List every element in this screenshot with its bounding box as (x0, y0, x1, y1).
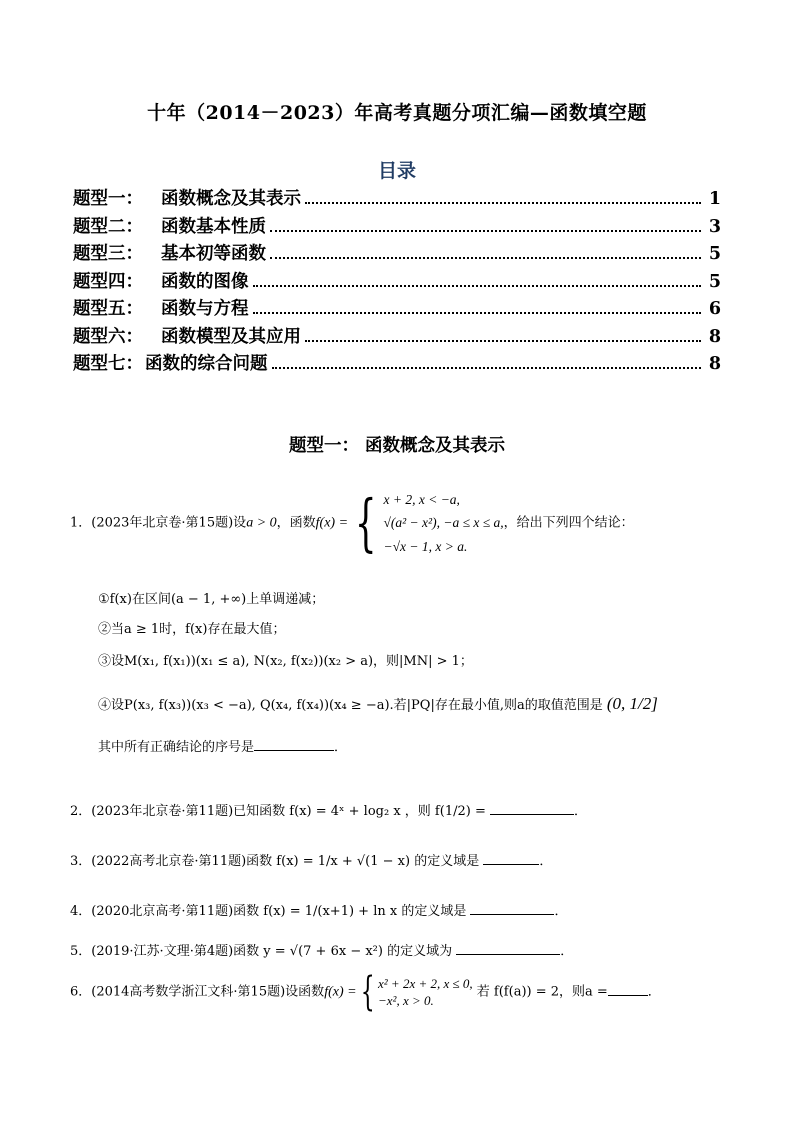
piecewise-case: x + 2, x < −a, (383, 491, 460, 507)
toc-item-page: 6 (708, 299, 721, 319)
question-3-text: 3．(2022高考北京卷·第11题)函数 f(x) = 1/x + √(1 − x) 的定义域是 (70, 854, 480, 869)
piecewise-cases (378, 977, 473, 1007)
question-6: 6．(2014高考数学浙江文科·第15题)设函数f(x) ={ x² + 2x + 2, x ≤ 0, −x², x > 0. 若 f(f(a)) = 2，则a = ． (70, 969, 661, 1015)
toc-item[interactable] (73, 213, 721, 241)
toc-item-page: 5 (708, 244, 721, 264)
toc-item-topic: 函数的综合问题 (145, 354, 268, 374)
answer-blank[interactable] (470, 902, 554, 915)
toc-item-page: 5 (708, 271, 721, 292)
question-6-suffix: 若 f(f(a)) = 2，则a = (472, 984, 608, 1000)
answer-blank[interactable] (456, 942, 560, 955)
question-1 (70, 486, 634, 559)
toc-item-page: 8 (708, 326, 721, 347)
statement-4-text: ④设P(x₃, f(x₃))(x₃ < −a), Q(x₄, f(x₄))(x₄ ≥ −a).若|PQ|存在最小值,则a的取值范围是 (98, 698, 603, 713)
answer-blank[interactable] (254, 738, 334, 751)
question-1-mid: ，函数 (276, 515, 316, 531)
piecewise-case: x² + 2x + 2, x ≤ 0, (378, 976, 473, 991)
question-6-prefix: 6．(2014高考数学浙江文科·第15题)设函数 (70, 984, 325, 1000)
statement-4-range: (0, 1/2] (606, 694, 658, 713)
question-1-suffix: ，给出下列四个结论： (503, 515, 634, 531)
toc-item-page: 3 (708, 216, 721, 237)
piecewise-case: √(a² − x²), −a ≤ x ≤ a, (383, 515, 504, 531)
question-2-text: 2．(2023年北京卷·第11题)已知函数 f(x) = 4ˣ + log₂ x ，则 f(1/2) = (70, 804, 486, 819)
toc-item-type: 题型三： (73, 244, 143, 264)
toc-leader-dots (270, 257, 701, 259)
question-6-function: f(x) = (324, 984, 357, 1000)
toc-item-page: 1 (708, 189, 721, 209)
toc-item-topic: 基本初等函数 (161, 244, 266, 264)
toc-leader-dots (253, 285, 702, 287)
question-1-prefix: 1．(2023年北京卷·第15题)设 (70, 515, 247, 531)
toc-leader-dots (272, 367, 702, 369)
toc-leader-dots (270, 230, 701, 232)
toc-item[interactable] (73, 323, 721, 351)
document-title: 十年（2014－2023）年高考真题分项汇编—函数填空题 (147, 102, 647, 124)
toc-item-topic: 函数基本性质 (161, 216, 266, 237)
question-5-text: 5．(2019·江苏·文理·第4题)函数 y = √(7 + 6x − x²) 的定义域为 (70, 944, 453, 959)
answer-prompt: 其中所有正确结论的序号是 ． (98, 740, 348, 755)
section-heading: 题型一： 函数概念及其表示 (288, 436, 506, 456)
piecewise-case: −√x − 1, x > a. (383, 538, 468, 554)
question-2: 2．(2023年北京卷·第11题)已知函数 f(x) = 4ˣ + log₂ x ，则 f(1/2) = ． (70, 804, 587, 819)
question-4-text: 4．(2020北京高考·第11题)函数 f(x) = 1/(x+1) + ln x 的定义域是 (70, 904, 467, 919)
toc-leader-dots (305, 202, 701, 204)
toc-item[interactable] (73, 350, 721, 378)
answer-blank[interactable] (483, 852, 539, 865)
toc-item-topic: 函数模型及其应用 (161, 326, 301, 347)
toc-leader-dots (305, 340, 701, 342)
toc-item-type: 题型五： (73, 299, 143, 319)
statement-4 (98, 694, 658, 714)
toc-item-topic: 函数概念及其表示 (161, 189, 301, 209)
question-5: 5．(2019·江苏·文理·第4题)函数 y = √(7 + 6x − x²) 的定义域为 ． (70, 944, 574, 959)
toc-item-type: 题型二： (73, 216, 143, 237)
piecewise-cases (383, 493, 503, 554)
statement-3: ③设M(x₁, f(x₁))(x₁ ≤ a), N(x₂, f(x₂))(x₂ > a)，则|MN| > 1； (98, 654, 473, 669)
table-of-contents (73, 185, 721, 378)
toc-item-type: 题型四： (73, 271, 143, 292)
toc-leader-dots (253, 312, 702, 314)
answer-blank[interactable] (608, 983, 648, 996)
toc-item-type: 题型六： (73, 326, 143, 347)
toc-item[interactable] (73, 185, 721, 213)
question-3: 3．(2022高考北京卷·第11题)函数 f(x) = 1/x + √(1 − x) 的定义域是 ． (70, 854, 553, 869)
toc-item[interactable] (73, 240, 721, 268)
question-1-function: f(x) = (315, 515, 349, 531)
question-4: 4．(2020北京高考·第11题)函数 f(x) = 1/(x+1) + ln x 的定义域是 ． (70, 904, 568, 919)
toc-item[interactable] (73, 268, 721, 296)
toc-item-type: 题型一： (73, 189, 143, 209)
toc-item-type: 题型七： (73, 354, 143, 374)
toc-item-page: 8 (708, 354, 721, 374)
statement-2: ②当a ≥ 1时，f(x)存在最大值； (98, 622, 286, 637)
toc-item-topic: 函数的图像 (161, 271, 249, 292)
left-brace-icon: { (354, 486, 377, 559)
piecewise-case: −x², x > 0. (378, 993, 434, 1008)
toc-heading: 目录 (377, 160, 416, 182)
toc-item-topic: 函数与方程 (161, 299, 249, 319)
statement-1: ①f(x)在区间(a − 1, +∞)上单调递减； (98, 592, 325, 607)
answer-prompt-text: 其中所有正确结论的序号是 (98, 740, 255, 755)
answer-blank[interactable] (490, 802, 574, 815)
toc-item[interactable] (73, 295, 721, 323)
question-1-condition: a > 0 (246, 515, 277, 531)
left-brace-icon: { (360, 969, 375, 1015)
